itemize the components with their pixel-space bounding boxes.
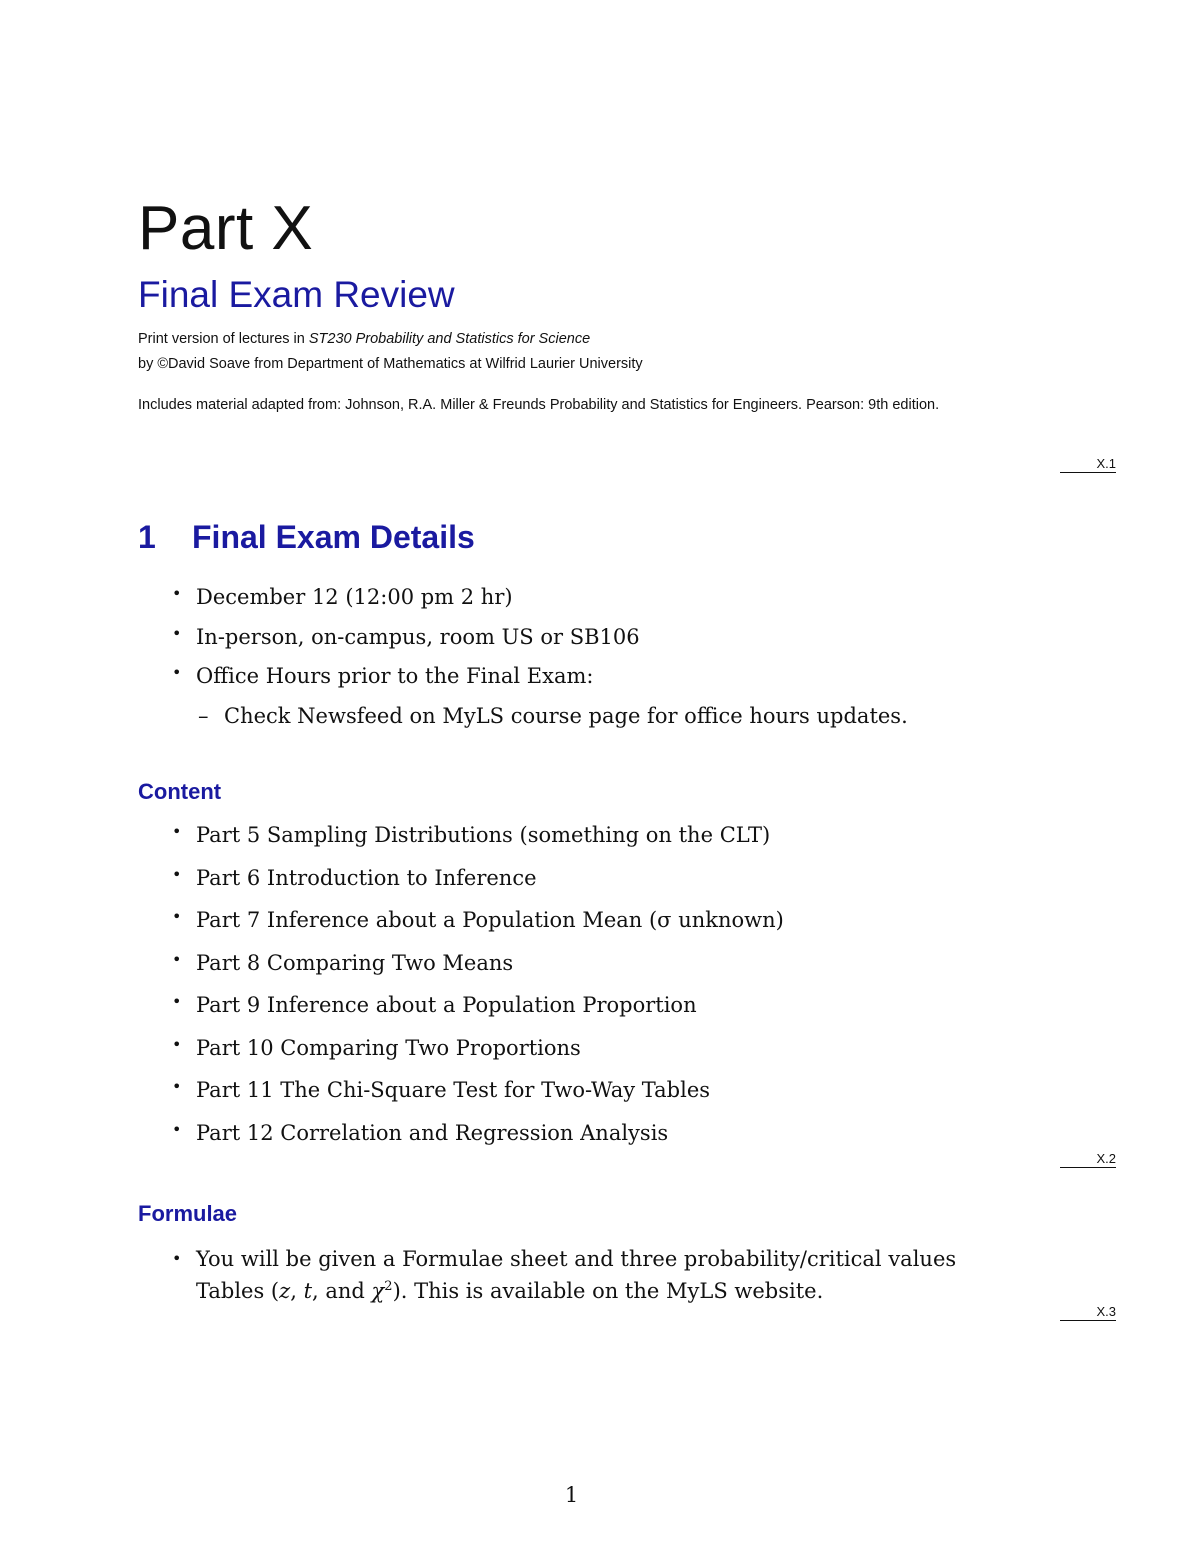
item-text: Part 12 Correlation and Regression Analysis (196, 1120, 669, 1145)
author-line: by ©David Soave from Department of Mathematics at Wilfrid Laurier University (138, 356, 643, 372)
item-text: Part 10 Comparing Two Proportions (196, 1035, 581, 1060)
list-item (172, 663, 908, 703)
exam-details-list (172, 584, 908, 742)
chi-exponent: 2 (384, 1279, 393, 1294)
part-title: Part X (138, 194, 314, 263)
chi-symbol: χ (371, 1279, 385, 1303)
item-text: Part 5 Sampling Distributions (something on the CLT) (196, 823, 771, 847)
slide-number: X.1 (1060, 457, 1116, 473)
list-item (172, 992, 784, 1035)
item-text: Part 11 The Chi-Square Test for Two-Way Tables (196, 1078, 711, 1102)
content-heading: Content (138, 779, 222, 804)
item-text: Check Newsfeed on MyLS course page for office hours updates. (224, 703, 908, 728)
page-number: 1 (564, 1483, 579, 1507)
bullet-icon: • (172, 949, 182, 969)
formulae-list (172, 1245, 956, 1305)
item-text: Part 9 Inference about a Population Proportion (196, 993, 697, 1017)
item-text: Part 8 Comparing Two Means (196, 950, 514, 975)
list-item (172, 865, 784, 908)
text-fragment: ). This is available on the MyLS website. (392, 1279, 824, 1303)
print-version-prefix: Print version of lectures in (138, 331, 309, 347)
item-text: Part 7 Inference about a Population Mean (σ unknown) (196, 908, 784, 932)
bullet-icon: • (172, 623, 182, 643)
slide-number: X.3 (1060, 1305, 1116, 1321)
bullet-icon: • (172, 822, 182, 841)
slide-number: X.2 (1060, 1152, 1116, 1168)
bullet-icon: • (172, 663, 182, 682)
bullet-icon: • (172, 864, 182, 884)
part-subtitle: Final Exam Review (138, 274, 455, 315)
list-item (172, 950, 784, 993)
sub-list (172, 703, 908, 743)
sub-list-item (198, 703, 908, 743)
print-version-line (138, 332, 590, 347)
text-fragment: , and (312, 1279, 372, 1303)
formulae-line-2 (196, 1279, 823, 1303)
item-text: December 12 (12:00 pm 2 hr) (196, 585, 513, 609)
section-number: 1 (138, 519, 156, 555)
text-fragment: Tables ( (196, 1279, 280, 1303)
list-item (172, 584, 908, 624)
bullet-icon: • (172, 1249, 182, 1268)
section-heading (138, 520, 475, 555)
bullet-icon: • (172, 1077, 182, 1096)
list-item (172, 907, 784, 950)
dash-icon: – (198, 703, 209, 728)
list-item (172, 822, 784, 865)
item-text: Office Hours prior to the Final Exam: (196, 664, 594, 688)
bullet-icon: • (172, 1034, 182, 1054)
bullet-icon: • (172, 992, 182, 1011)
bullet-icon: • (172, 1119, 182, 1139)
section-title: Final Exam Details (192, 519, 475, 555)
list-item (172, 1120, 784, 1163)
list-item (172, 703, 908, 743)
list-item (172, 1077, 784, 1120)
course-name: ST230 Probability and Statistics for Science (308, 331, 591, 347)
bullet-icon: • (172, 584, 182, 603)
z-symbol: z (279, 1279, 291, 1303)
list-item (172, 1245, 956, 1305)
list-item (172, 1035, 784, 1078)
item-text: Part 6 Introduction to Inference (196, 865, 537, 890)
t-symbol: t (303, 1279, 313, 1303)
text-fragment: , (290, 1279, 304, 1303)
formulae-heading: Formulae (138, 1201, 238, 1226)
item-text: In-person, on-campus, room US or SB106 (196, 624, 640, 649)
bullet-icon: • (172, 907, 182, 926)
formulae-line-1: You will be given a Formulae sheet and three probability/critical values (196, 1247, 957, 1271)
adapted-from-line: Includes material adapted from: Johnson, R.A. Miller & Freunds Probability and Statistics for Engineers. Pearson: 9th edition. (138, 397, 940, 413)
content-list (172, 822, 784, 1162)
list-item (172, 624, 908, 664)
